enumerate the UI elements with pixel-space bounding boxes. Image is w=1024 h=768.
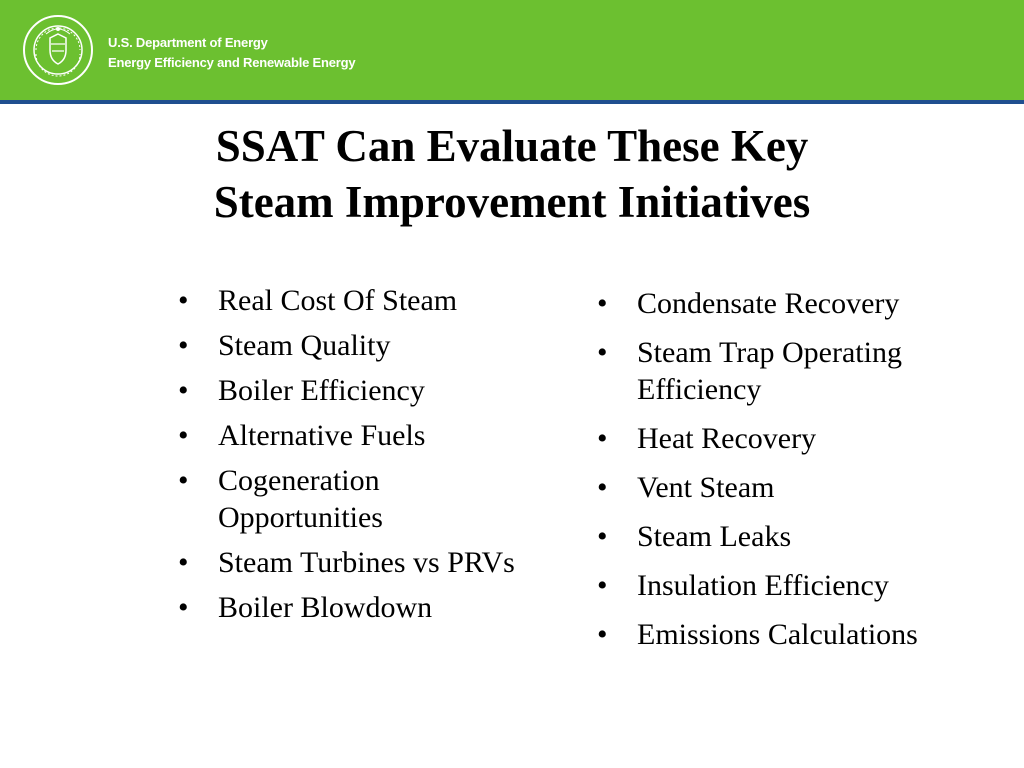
list-item [595,469,995,506]
bullet-icon: • [597,422,608,455]
list-item [595,616,995,653]
list-item [595,420,995,457]
slide-title-line-2: Steam Improvement Initiatives [213,177,811,227]
list-item [176,589,516,626]
agency-name [108,33,355,73]
bullet-icon: • [178,374,189,407]
left-initiatives-list [176,282,516,634]
list-item [176,372,516,409]
list-item-label: Boiler Efficiency [218,374,425,407]
bullet-icon: • [597,336,608,369]
list-item-label: Insulation Efficiency [637,569,889,602]
bullet-icon: • [178,329,189,362]
list-item [595,518,995,555]
list-item [176,462,516,536]
bullet-icon: • [178,284,189,317]
list-item-label: Vent Steam [637,471,775,504]
bullet-icon: • [178,591,189,624]
bullet-icon: • [597,569,608,602]
doe-seal-icon [22,14,94,86]
bullet-icon: • [597,287,608,320]
list-item [176,544,516,581]
list-item-label: Steam Quality [218,329,391,362]
bullet-icon: • [597,618,608,651]
list-item [176,282,516,319]
bullet-icon: • [597,471,608,504]
slide-title [0,118,1024,230]
bullet-icon: • [178,464,189,497]
list-item-label: Condensate Recovery [637,287,900,320]
list-item [176,417,516,454]
list-item [176,327,516,364]
bullet-icon: • [597,520,608,553]
list-item-label: Real Cost Of Steam [218,284,458,317]
header-bar [0,0,1024,104]
list-item-label: Emissions Calculations [637,618,918,651]
bullet-icon: • [178,546,189,579]
list-item-label: Cogeneration Opportunities [218,464,383,534]
list-item-label: Heat Recovery [637,422,817,455]
list-item-label: Steam Trap Operating Efficiency [637,336,902,406]
slide-title-line-1: SSAT Can Evaluate These Key [215,121,809,171]
agency-line-department: U.S. Department of Energy [108,35,268,50]
agency-line-office: Energy Efficiency and Renewable Energy [108,55,356,70]
list-item [595,567,995,604]
list-item [595,334,995,408]
list-item-label: Steam Turbines vs PRVs [218,546,515,579]
list-item-label: Steam Leaks [637,520,792,553]
list-item-label: Boiler Blowdown [218,591,433,624]
bullet-icon: • [178,419,189,452]
list-item [595,285,995,322]
list-item-label: Alternative Fuels [218,419,426,452]
right-initiatives-list [595,285,995,665]
